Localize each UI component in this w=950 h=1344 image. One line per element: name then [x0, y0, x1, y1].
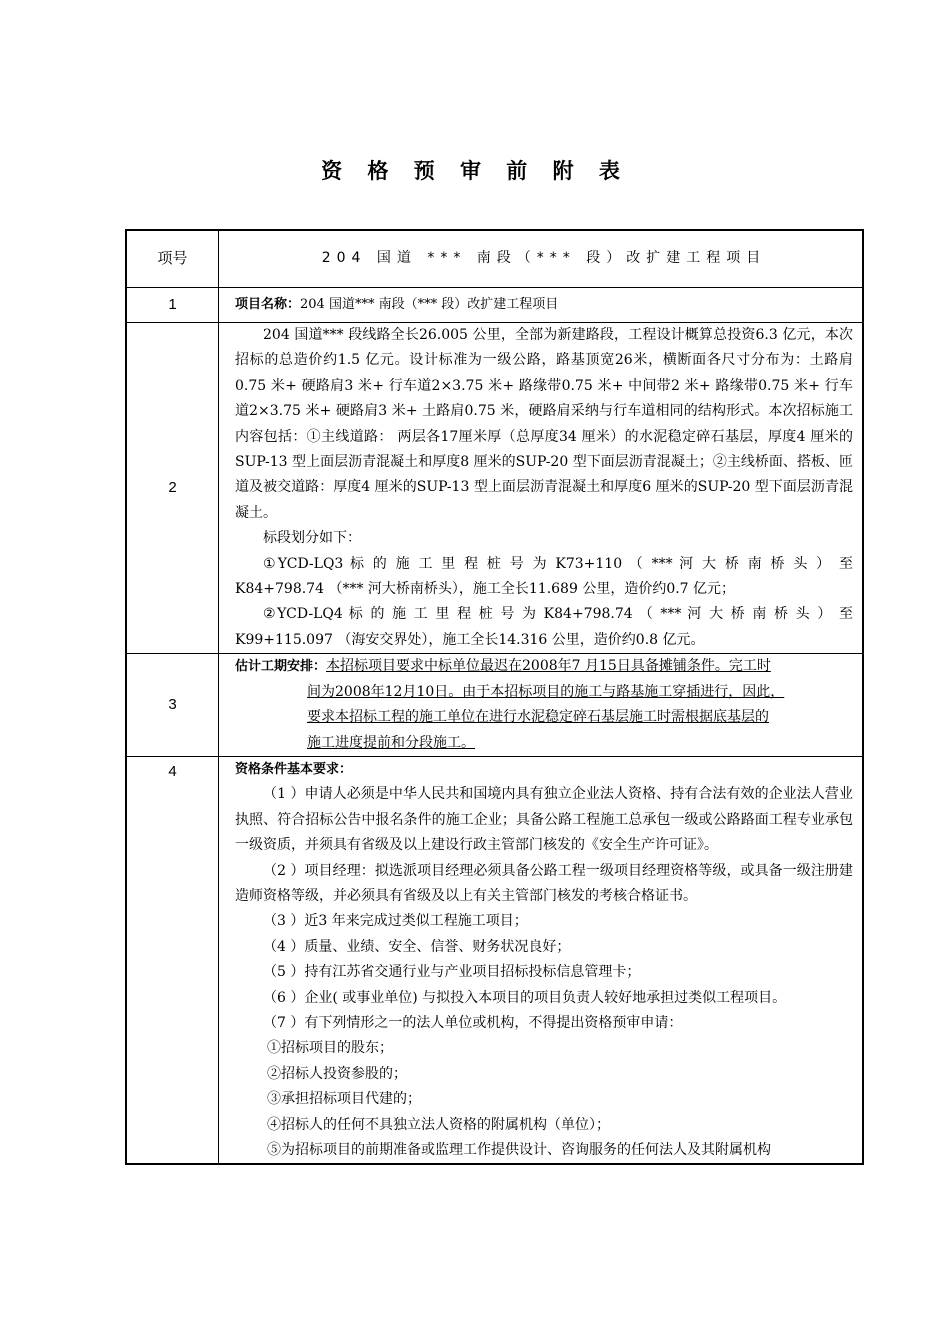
qualification-label: 资格条件基本要求：: [235, 761, 353, 777]
table-row: [126, 323, 863, 654]
page-title: 资 格 预 审 前 附 表: [321, 159, 629, 183]
row-content: [219, 288, 864, 323]
table-row: [126, 654, 863, 757]
row-number: 2: [126, 323, 219, 654]
table-row: [126, 756, 863, 1164]
exclusion-item: ②招标人投资参股的；: [267, 1065, 407, 1082]
exclusion-item: ⑤为招标项目的前期准备或监理工作提供设计、咨询服务的任何法人及其附属机构: [267, 1142, 771, 1158]
row-content: [219, 756, 864, 1164]
qualification-paragraph: （5 ）持有江苏省交通行业与产业项目招标投标信息管理卡；: [263, 964, 641, 981]
row-content: [219, 654, 864, 757]
table-row: [126, 288, 863, 323]
schedule-text-line: 间为2008年12月10日。由于本招标项目的施工与路基施工穿插进行，因此，: [307, 683, 785, 700]
qualification-paragraph: （4 ）质量、业绩、安全、信誉、财务状况良好；: [263, 938, 571, 955]
schedule-label: 估计工期安排：: [235, 659, 327, 675]
project-name-label: 项目名称：: [235, 297, 301, 313]
qualification-paragraph: （7 ）有下列情形之一的法人单位或机构，不得提出资格预审申请：: [263, 1014, 683, 1031]
row-content: [219, 323, 864, 654]
row-number: 4: [126, 756, 219, 1164]
project-name-value: 204 国道*** 南段（*** 段）改扩建工程项目: [300, 297, 559, 313]
section-lq4-paragraph: ②YCD-LQ4 标 的 施 工 里 程 桩 号 为 K84+798.74 （ *** 河 大 桥 南 桥 头 ） 至 K99+115.097 （海安交界处），施工全长14.316 公里，造价约0.8 亿元。: [235, 606, 853, 648]
row-number: 1: [126, 288, 219, 323]
schedule-text-line: 施工进度提前和分段施工。: [307, 734, 475, 751]
prequalification-table: [125, 229, 864, 1165]
qualification-paragraph: （2 ）项目经理：拟选派项目经理必须具备公路工程一级项目经理资格等级，或具备一级注册建造师资格等级，并必须具有省级及以上有关主管部门核发的考核合格证书。: [235, 862, 853, 904]
qualification-paragraph: （1 ）申请人必须是中华人民共和国境内具有独立企业法人资格、持有合法有效的企业法人营业执照、符合招标公告中报名条件的施工企业；具备公路工程施工总承包一级或公路路面工程专业承包一级资质，并须具有省级及以上建设行政主管部门核发的《安全生产许可证》。: [235, 786, 853, 854]
row-number: 3: [126, 654, 219, 757]
project-overview-paragraph: 204 国道*** 段线路全长26.005 公里，全部为新建路段，工程设计概算总投资6.3 亿元，本次招标的总造价约1.5 亿元。设计标准为一级公路，路基顶宽26米，横断面各尺寸分布为：土路肩0.75 米+ 硬路肩3 米+ 行车道2×3.75 米+ 路缘带0.75 米+ 中间带2 米+ 路缘带0.75 米+ 行车道2×3.75 米+ 硬路肩3 米+ 土路肩0.75 米，硬路肩采纳与行车道相同的结构形式。本次招标施工内容包括：①主线道路： 两层各17厘米厚（总厚度34 厘米）的水泥稳定碎石基层，厚度4 厘米的SUP-13 型上面层沥青混凝土和厚度8 厘米的SUP-20 型下面层沥青混凝土；②主线桥面、搭板、匝道及被交道路：厚度4 厘米的SUP-13 型上面层沥青混凝土和厚度6 厘米的SUP-20 型下面层沥青混凝土。: [235, 327, 853, 521]
qualification-paragraph: （6 ）企业( 或事业单位) 与拟投入本项目的项目负责人较好地承担过类似工程项目。: [263, 989, 787, 1006]
header-item-number: 项号: [126, 230, 219, 288]
section-division-heading: 标段划分如下：: [263, 530, 361, 547]
exclusion-item: ③承担招标项目代建的；: [267, 1091, 421, 1108]
schedule-text-line: 要求本招标工程的施工单位在进行水泥稳定碎石基层施工时需根据底基层的: [307, 709, 769, 726]
schedule-text-line: 本招标项目要求中标单位最迟在2008年7 月15日具备摊铺条件。完工时: [326, 658, 771, 675]
header-project-title: 204 国道 *** 南段（*** 段）改扩建工程项目: [219, 230, 864, 288]
exclusion-item: ④招标人的任何不具独立法人资格的附属机构（单位）；: [267, 1116, 610, 1133]
section-lq3-paragraph: ①YCD-LQ3 标 的 施 工 里 程 桩 号 为 K73+110 （ *** 河 大 桥 南 桥 头 ） 至 K84+798.74 （*** 河大桥南桥头），施工全长11.689 公里，造价约0.7 亿元；: [235, 555, 853, 598]
exclusion-item: ①招标项目的股东；: [267, 1040, 393, 1057]
qualification-paragraph: （3 ）近3 年来完成过类似工程施工项目；: [263, 913, 528, 930]
table-header-row: [126, 230, 863, 288]
